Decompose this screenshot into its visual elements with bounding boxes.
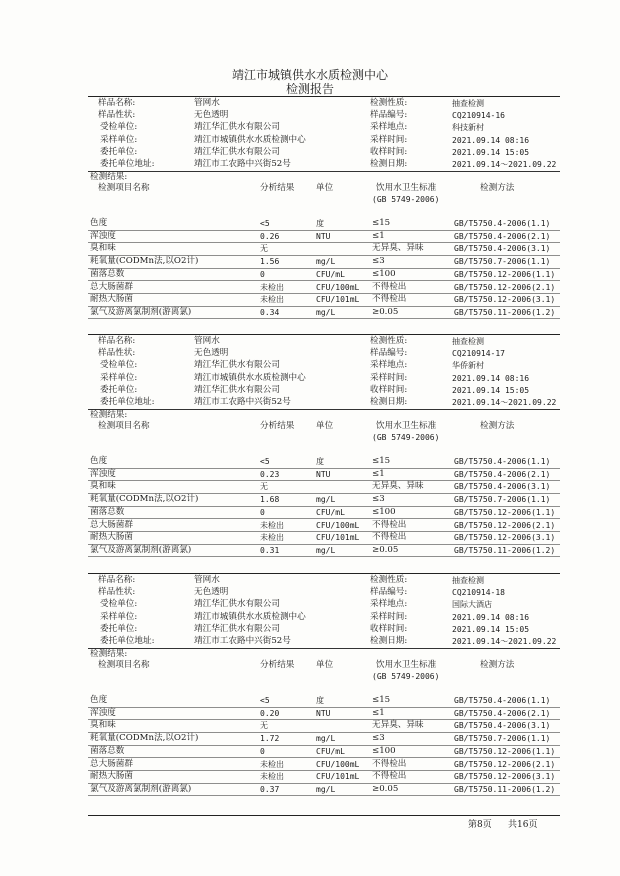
table-cell-result: 1.56 — [260, 257, 280, 267]
table-cell-method: GB/T5750.4-2006(2.1) — [454, 708, 551, 718]
table-cell-method: GB/T5750.11-2006(1.2) — [454, 545, 556, 555]
table-cell-unit: NTU — [316, 469, 331, 479]
table-cell-unit: mg/L — [316, 784, 336, 794]
table-cell-item: 浑浊度 — [90, 230, 116, 241]
value-sample-nature: 无色透明 — [194, 587, 229, 598]
table-cell-method: GB/T5750.12-2006(2.1) — [454, 520, 556, 530]
value-test-date: 2021.09.14～2021.09.22 — [452, 398, 557, 407]
table-cell-standard: 无异臭、异味 — [372, 720, 424, 731]
table-cell-item: 臭和味 — [90, 243, 116, 254]
table-cell-item: 臭和味 — [90, 481, 116, 492]
label-sample-no: 样品编号: — [370, 348, 408, 359]
label-commissioning-address: 委托单位地址: — [100, 397, 155, 407]
label-commissioning-unit: 委托单位: — [100, 623, 138, 634]
table-cell-method: GB/T5750.12-2006(1.1) — [454, 507, 556, 517]
section-rule-top — [88, 573, 560, 574]
table-cell-unit: mg/L — [316, 257, 336, 267]
table-cell-unit: CFU/100mL — [316, 520, 360, 530]
table-cell-unit: CFU/mL — [316, 746, 345, 756]
table-cell-unit: mg/L — [316, 545, 336, 555]
label-sample-name: 样品名称: — [98, 98, 136, 108]
table-cell-item: 菌落总数 — [90, 268, 125, 279]
label-sample-name: 样品名称: — [98, 336, 136, 346]
table-cell-standard: 不得检出 — [372, 519, 407, 530]
col-header-result: 分析结果 — [260, 421, 295, 431]
table-row-rule — [88, 556, 560, 557]
label-test-nature: 检测性质: — [370, 575, 408, 585]
table-cell-item: 臭和味 — [90, 720, 116, 731]
table-cell-method: GB/T5750.4-2006(2.1) — [454, 469, 551, 479]
value-commissioning-unit: 靖江华汇供水有限公司 — [194, 146, 280, 157]
col-header-item: 检测项目名称 — [98, 183, 150, 193]
table-cell-item: 色度 — [90, 695, 108, 705]
col-header-standard-sub: (GB 5749-2006) — [372, 195, 440, 204]
col-header-item: 检测项目名称 — [98, 421, 150, 431]
table-cell-method: GB/T5750.7-2006(1.1) — [454, 257, 551, 267]
table-cell-method: GB/T5750.7-2006(1.1) — [454, 495, 551, 505]
col-header-method: 检测方法 — [480, 660, 515, 670]
col-header-result: 分析结果 — [260, 660, 295, 670]
value-sampling-time: 2021.09.14 08:16 — [452, 612, 530, 622]
table-cell-item: 浑浊度 — [90, 468, 116, 479]
table-cell-item: 浑浊度 — [90, 707, 116, 718]
table-cell-method: GB/T5750.12-2006(3.1) — [454, 295, 556, 305]
value-sampling-time: 2021.09.14 08:16 — [452, 373, 530, 383]
table-cell-result: 未检出 — [260, 520, 284, 530]
results-label: 检测结果: — [90, 172, 128, 182]
results-label: 检测结果: — [90, 649, 128, 659]
label-sampling-unit: 采样单位: — [100, 611, 138, 622]
label-sample-nature: 样品性状: — [98, 110, 136, 121]
section-rule-results — [88, 171, 560, 172]
value-sample-no: CQ210914-17 — [452, 349, 505, 359]
table-cell-result: <5 — [260, 696, 270, 705]
table-cell-unit: NTU — [316, 231, 331, 241]
label-sample-nature: 样品性状: — [98, 587, 136, 598]
label-test-date: 检测日期: — [370, 397, 408, 407]
value-receiving-time: 2021.09.14 15:05 — [452, 147, 530, 157]
report-subtitle: 检测报告 — [285, 82, 334, 96]
table-cell-item: 耐热大肠菌 — [90, 771, 133, 782]
table-cell-standard: ≤1 — [372, 230, 385, 241]
value-sampling-site: 国际大酒店 — [452, 600, 492, 610]
table-cell-result: 0 — [260, 269, 265, 279]
col-header-standard: 饮用水卫生标准 — [376, 660, 437, 670]
table-cell-unit: CFU/101mL — [316, 772, 360, 782]
table-cell-result: <5 — [260, 457, 270, 466]
col-header-method: 检测方法 — [480, 421, 515, 431]
value-sample-nature: 无色透明 — [194, 110, 229, 121]
table-cell-method: GB/T5750.12-2006(3.1) — [454, 772, 556, 782]
table-cell-result: 1.72 — [260, 734, 280, 744]
value-commissioning-unit: 靖江华汇供水有限公司 — [194, 384, 280, 395]
table-cell-method: GB/T5750.7-2006(1.1) — [454, 734, 551, 744]
col-header-standard-sub: (GB 5749-2006) — [372, 672, 440, 681]
table-cell-standard: 无异臭、异味 — [372, 243, 424, 254]
label-receiving-time: 收样时间: — [370, 146, 408, 157]
table-cell-result: 0.34 — [260, 307, 280, 317]
table-cell-unit: CFU/100mL — [316, 282, 360, 292]
page-total: 共16页 — [508, 820, 538, 830]
value-test-nature: 抽查检测 — [452, 337, 484, 346]
label-commissioning-address: 委托单位地址: — [100, 636, 155, 646]
table-cell-item: 总大肠菌群 — [90, 758, 133, 769]
table-cell-result: 0.20 — [260, 708, 280, 718]
table-cell-standard: ≤3 — [372, 256, 385, 267]
table-cell-item: 总大肠菌群 — [90, 281, 133, 292]
table-cell-result: <5 — [260, 219, 270, 228]
table-cell-result: 未检出 — [260, 295, 284, 305]
value-commissioning-address: 靖江市工农路中兴街52号 — [194, 636, 291, 646]
label-test-date: 检测日期: — [370, 636, 408, 646]
label-sample-name: 样品名称: — [98, 575, 136, 585]
value-sampling-time: 2021.09.14 08:16 — [452, 135, 530, 145]
label-sampling-site: 采样地点: — [370, 122, 408, 133]
table-cell-result: 0.23 — [260, 469, 280, 479]
label-receiving-unit: 受检单位: — [100, 360, 138, 371]
value-receiving-unit: 靖江华汇供水有限公司 — [194, 360, 280, 371]
table-cell-method: GB/T5750.4-2006(1.1) — [454, 696, 551, 705]
table-cell-method: GB/T5750.4-2006(1.1) — [454, 457, 551, 466]
section-rule-top — [88, 96, 560, 97]
table-cell-unit: NTU — [316, 708, 331, 718]
report-title: 靖江市城镇供水水质检测中心 — [231, 68, 388, 82]
label-receiving-unit: 受检单位: — [100, 122, 138, 133]
table-cell-result: 未检出 — [260, 759, 284, 769]
table-cell-unit: 度 — [316, 457, 324, 466]
value-receiving-time: 2021.09.14 15:05 — [452, 624, 530, 634]
table-cell-item: 氯气及游离氯制剂(游离氯) — [90, 306, 192, 317]
col-header-unit: 单位 — [316, 421, 334, 431]
table-cell-result: 无 — [260, 721, 268, 731]
table-cell-standard: ≤1 — [372, 707, 385, 718]
table-cell-item: 氯气及游离氯制剂(游离氯) — [90, 544, 192, 555]
value-sample-no: CQ210914-16 — [452, 111, 505, 121]
section-rule-results — [88, 409, 560, 410]
table-cell-unit: mg/L — [316, 495, 336, 505]
label-sample-nature: 样品性状: — [98, 348, 136, 359]
page-number: 第8页 — [468, 820, 492, 830]
col-header-standard: 饮用水卫生标准 — [376, 421, 437, 431]
label-test-nature: 检测性质: — [370, 98, 408, 108]
table-cell-result: 无 — [260, 482, 268, 492]
value-sample-nature: 无色透明 — [194, 348, 229, 359]
value-receiving-unit: 靖江华汇供水有限公司 — [194, 122, 280, 133]
table-cell-standard: ≥0.05 — [372, 306, 399, 317]
table-cell-item: 色度 — [90, 456, 108, 466]
table-cell-standard: 不得检出 — [372, 758, 407, 769]
value-test-nature: 抽查检测 — [452, 99, 484, 108]
table-cell-unit: CFU/mL — [316, 507, 345, 517]
table-row-rule — [88, 318, 560, 319]
table-cell-unit: CFU/101mL — [316, 295, 360, 305]
table-cell-standard: ≤100 — [372, 745, 396, 756]
section-rule-top — [88, 334, 560, 335]
table-cell-result: 0.37 — [260, 784, 280, 794]
table-cell-standard: ≥0.05 — [372, 544, 399, 555]
table-cell-item: 耐热大肠菌 — [90, 294, 133, 305]
label-commissioning-address: 委托单位地址: — [100, 159, 155, 169]
table-cell-method: GB/T5750.12-2006(1.1) — [454, 746, 556, 756]
col-header-unit: 单位 — [316, 183, 334, 193]
table-cell-standard: 不得检出 — [372, 771, 407, 782]
table-cell-standard: ≤15 — [372, 218, 391, 228]
table-cell-method: GB/T5750.12-2006(2.1) — [454, 282, 556, 292]
table-cell-result: 无 — [260, 244, 268, 254]
table-cell-result: 未检出 — [260, 533, 284, 543]
table-cell-result: 未检出 — [260, 772, 284, 782]
table-cell-method: GB/T5750.11-2006(1.2) — [454, 784, 556, 794]
table-cell-item: 菌落总数 — [90, 745, 125, 756]
label-sampling-unit: 采样单位: — [100, 134, 138, 145]
value-commissioning-unit: 靖江华汇供水有限公司 — [194, 623, 280, 634]
table-cell-item: 耗氧量(CODMn法,以O2计) — [90, 733, 199, 744]
table-cell-unit: CFU/mL — [316, 269, 345, 279]
table-cell-standard: ≤100 — [372, 268, 396, 279]
label-commissioning-unit: 委托单位: — [100, 384, 138, 395]
value-commissioning-address: 靖江市工农路中兴街52号 — [194, 397, 291, 407]
label-test-nature: 检测性质: — [370, 336, 408, 346]
col-header-method: 检测方法 — [480, 183, 515, 193]
table-cell-method: GB/T5750.12-2006(3.1) — [454, 533, 556, 543]
value-test-date: 2021.09.14～2021.09.22 — [452, 637, 557, 646]
table-cell-unit: 度 — [316, 696, 324, 705]
table-cell-result: 未检出 — [260, 282, 284, 292]
table-cell-result: 0.31 — [260, 545, 280, 555]
value-commissioning-address: 靖江市工农路中兴街52号 — [194, 159, 291, 169]
table-cell-unit: mg/L — [316, 734, 336, 744]
table-cell-standard: ≤1 — [372, 468, 385, 479]
table-cell-method: GB/T5750.4-2006(2.1) — [454, 231, 551, 241]
table-cell-method: GB/T5750.11-2006(1.2) — [454, 307, 556, 317]
table-cell-unit: 度 — [316, 219, 324, 228]
table-cell-result: 1.68 — [260, 495, 280, 505]
table-cell-result: 0 — [260, 746, 265, 756]
label-commissioning-unit: 委托单位: — [100, 146, 138, 157]
table-cell-standard: ≤3 — [372, 494, 385, 505]
table-cell-method: GB/T5750.4-2006(3.1) — [454, 482, 551, 492]
section-rule-results — [88, 648, 560, 649]
label-sampling-site: 采样地点: — [370, 360, 408, 371]
label-sampling-unit: 采样单位: — [100, 372, 138, 383]
value-sampling-unit: 靖江市城镇供水水质检测中心 — [194, 372, 306, 383]
table-cell-item: 耐热大肠菌 — [90, 532, 133, 543]
col-header-unit: 单位 — [316, 660, 334, 670]
col-header-standard: 饮用水卫生标准 — [376, 183, 437, 193]
table-cell-method: GB/T5750.12-2006(1.1) — [454, 269, 556, 279]
value-sample-name: 管网水 — [194, 98, 220, 108]
table-cell-standard: 不得检出 — [372, 294, 407, 305]
label-receiving-unit: 受检单位: — [100, 599, 138, 610]
table-cell-standard: ≥0.05 — [372, 783, 399, 794]
table-cell-unit: mg/L — [316, 307, 336, 317]
results-label: 检测结果: — [90, 410, 128, 420]
value-sampling-site: 华侨新村 — [452, 361, 484, 371]
value-sampling-unit: 靖江市城镇供水水质检测中心 — [194, 611, 306, 622]
table-cell-method: GB/T5750.12-2006(2.1) — [454, 759, 556, 769]
table-cell-result: 0.26 — [260, 231, 280, 241]
table-cell-method: GB/T5750.4-2006(3.1) — [454, 721, 551, 731]
table-cell-standard: ≤15 — [372, 456, 391, 466]
value-sample-no: CQ210914-18 — [452, 588, 505, 598]
label-receiving-time: 收样时间: — [370, 623, 408, 634]
col-header-item: 检测项目名称 — [98, 660, 150, 670]
label-sample-no: 样品编号: — [370, 110, 408, 121]
table-cell-result: 0 — [260, 507, 265, 517]
table-cell-method: GB/T5750.4-2006(3.1) — [454, 244, 551, 254]
table-cell-standard: 无异臭、异味 — [372, 481, 424, 492]
table-cell-item: 氯气及游离氯制剂(游离氯) — [90, 783, 192, 794]
table-cell-item: 耗氧量(CODMn法,以O2计) — [90, 494, 199, 505]
table-cell-item: 菌落总数 — [90, 506, 125, 517]
label-sampling-time: 采样时间: — [370, 372, 408, 383]
label-sample-no: 样品编号: — [370, 587, 408, 598]
table-row-rule — [88, 795, 560, 796]
footer-rule — [88, 815, 560, 816]
label-test-date: 检测日期: — [370, 159, 408, 169]
col-header-result: 分析结果 — [260, 183, 295, 193]
value-sampling-unit: 靖江市城镇供水水质检测中心 — [194, 134, 306, 145]
value-test-date: 2021.09.14～2021.09.22 — [452, 160, 557, 169]
table-cell-standard: ≤100 — [372, 506, 396, 517]
table-cell-item: 色度 — [90, 218, 108, 228]
label-receiving-time: 收样时间: — [370, 384, 408, 395]
table-cell-standard: 不得检出 — [372, 532, 407, 543]
value-sample-name: 管网水 — [194, 336, 220, 346]
table-cell-unit: CFU/100mL — [316, 759, 360, 769]
label-sampling-site: 采样地点: — [370, 599, 408, 610]
table-cell-item: 总大肠菌群 — [90, 519, 133, 530]
table-cell-standard: 不得检出 — [372, 281, 407, 292]
table-cell-item: 耗氧量(CODMn法,以O2计) — [90, 256, 199, 267]
value-receiving-time: 2021.09.14 15:05 — [452, 385, 530, 395]
value-sample-name: 管网水 — [194, 575, 220, 585]
label-sampling-time: 采样时间: — [370, 611, 408, 622]
table-cell-standard: ≤3 — [372, 733, 385, 744]
table-cell-method: GB/T5750.4-2006(1.1) — [454, 219, 551, 228]
col-header-standard-sub: (GB 5749-2006) — [372, 433, 440, 442]
value-sampling-site: 科技新村 — [452, 123, 484, 133]
value-test-nature: 抽查检测 — [452, 576, 484, 585]
value-receiving-unit: 靖江华汇供水有限公司 — [194, 599, 280, 610]
table-cell-unit: CFU/101mL — [316, 533, 360, 543]
table-cell-standard: ≤15 — [372, 695, 391, 705]
label-sampling-time: 采样时间: — [370, 134, 408, 145]
